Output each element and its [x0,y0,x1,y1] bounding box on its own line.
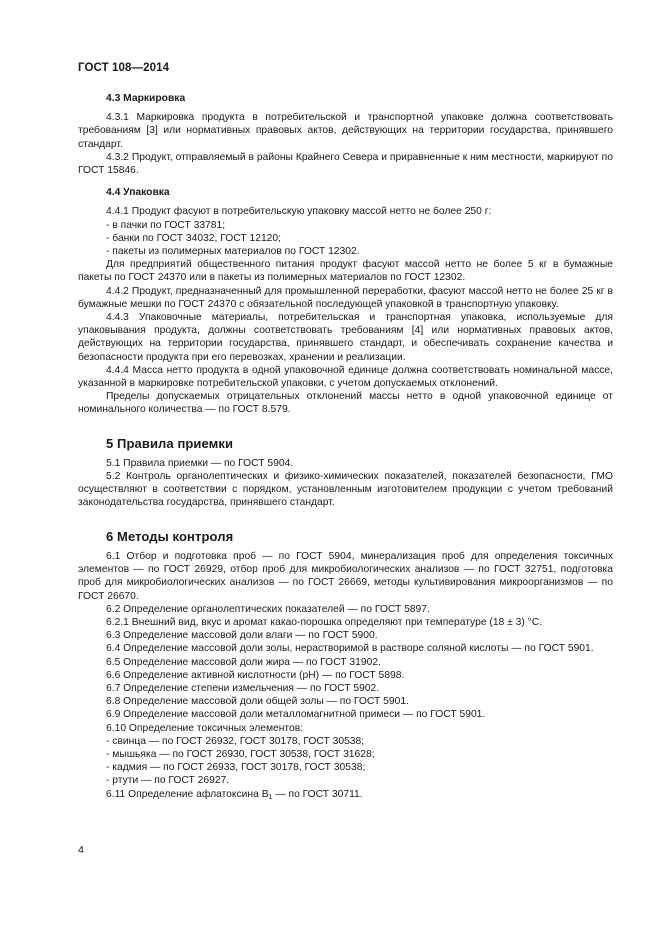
paragraph: 6.7 Определение степени измельчения — по ГОСТ 5902. [106,682,380,694]
paragraph: 6.2 Определение органолептических показателей — по ГОСТ 5897. [106,603,430,615]
document-header-title: ГОСТ 108—2014 [78,62,170,74]
section-heading: 5 Правила приемки [106,435,234,451]
paragraph: 6.10 Определение токсичных элементов: [106,722,304,734]
paragraph: 4.4.4 Масса нетто продукта в одной упаковочной единице должна соответствовать номинальной массе, указанной в маркировке потребительской упаковки, с учетом допускаемых отклонений. [78,364,613,390]
section-4-3 [78,92,613,177]
list-item: - ртути — по ГОСТ 26927. [106,775,230,787]
paragraph: 5.1 Правила приемки — по ГОСТ 5904. [106,457,294,469]
paragraph: 4.4.3 Упаковочные материалы, потребительская и транспортная упаковка, используемые для упаковывания продукта, должны соответствовать требованиям [4] или нормативных правовых актов, действующих на территории государства, принявшего стандарт, и обеспечивать сохранение качества и безопасности продукта при его перевозках, хранении и реализации. [78,312,613,363]
paragraph: 6.6 Определение активной кислотности (pH) — по ГОСТ 5898. [106,669,405,681]
paragraph: 4.4.1 Продукт фасуют в потребительскую упаковку массой нетто не более 250 г: [106,206,492,218]
list-item: - кадмия — по ГОСТ 26933, ГОСТ 30178, ГОСТ 30538; [106,762,366,774]
paragraph: 6.4 Определение массовой доли золы, нерастворимой в растворе соляной кислоты — по ГОСТ 5901. [106,643,594,655]
paragraph: 6.1 Отбор и подготовка проб — по ГОСТ 5904, минерализация проб для определения токсичных элементов — по ГОСТ 26929, отбор проб для микробиологических анализов — по ГОСТ 32751, подготовка проб для микробиологических анализов — по ГОСТ 26669, методы культивирования микроорганизмов — по ГОСТ 26670. [78,550,613,602]
list-item: - пакеты из полимерных материалов по ГОСТ 12302. [106,246,360,258]
section-4-4 [78,186,613,416]
paragraph: 6.2.1 Внешний вид, вкус и аромат какао-порошка определяют при температуре (18 ± 3) °С. [106,616,543,628]
paragraph: 4.4.2 Продукт, предназначенный для промышленной переработки, фасуют массой нетто не более 25 кг в бумажные мешки по ГОСТ 24370 с обязательной последующей упаковкой в транспортную упаковку. [78,285,613,310]
paragraph: 4.3.1 Маркировка продукта в потребительской и транспортной упаковке должна соответствовать требованиям [3] или нормативных правовых актов, действующих на территории государства, принявшего стандарт. [78,112,613,150]
text-fragment: — по ГОСТ 30711. [272,788,363,800]
paragraph: 4.3.2 Продукт, отправляемый в районы Крайнего Севера и приравненные к ним местности, маркируют по ГОСТ 15846. [78,151,613,177]
document-body [78,92,613,801]
section-5 [78,437,613,510]
paragraph: Пределы допускаемых отрицательных отклонений массы нетто в одной упаковочной единице от номинального количества — по ГОСТ 8.579. [78,391,613,416]
paragraph: 6.9 Определение массовой доли металломагнитной примеси — по ГОСТ 5901. [106,709,486,721]
list-item: - мышьяка — по ГОСТ 26930, ГОСТ 30538, ГОСТ 31628; [106,748,375,760]
list-item: - в пачки по ГОСТ 33781; [106,219,226,231]
list-item: - свинца — по ГОСТ 26932, ГОСТ 30178, ГОСТ 30538; [106,735,365,747]
section-6 [78,530,613,801]
paragraph: 6.5 Определение массовой доли жира — по ГОСТ 31902. [106,656,381,668]
section-heading: 4.4 Упаковка [106,187,170,199]
paragraph: Для предприятий общественного питания продукт фасуют массой нетто не более 5 кг в бумажные пакеты по ГОСТ 24370 или в пакеты из полимерных материалов по ГОСТ 12302. [78,259,613,284]
paragraph: 6.8 Определение массовой доли общей золы — по ГОСТ 5901. [106,696,409,708]
page-number: 4 [78,844,84,856]
section-heading: 4.3 Маркировка [106,93,186,104]
paragraph: 5.2 Контроль органолептических и физико-химических показателей, показателей безопасности, ГМО осуществляют в соответствии с порядком, установленным изготовителем продукции с учетом требований законодательства государства, принявшего стандарт. [78,471,613,509]
paragraph-aflatoxin [78,788,613,801]
paragraph: 6.3 Определение массовой доли влаги — по ГОСТ 5900. [106,630,378,642]
section-heading: 6 Методы контроля [106,528,234,544]
text-fragment: 6.11 Определение афлатоксина B [106,788,269,800]
subscript: 1 [268,793,273,801]
list-item: - банки по ГОСТ 34032, ГОСТ 12120; [106,232,281,244]
